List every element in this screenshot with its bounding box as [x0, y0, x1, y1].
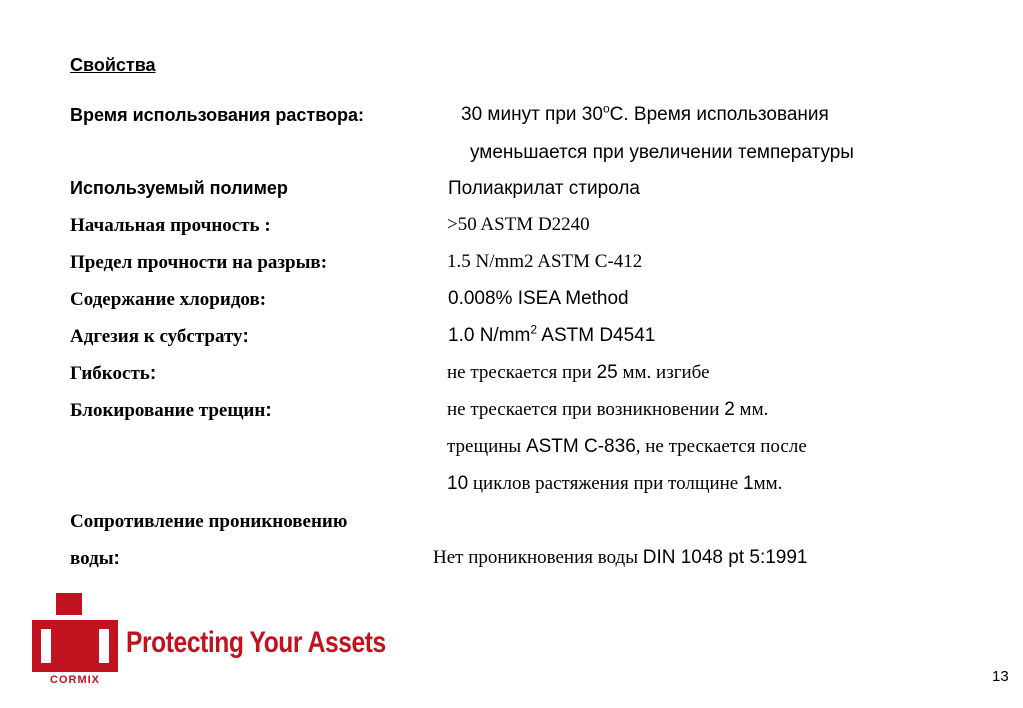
- label-flexibility: Гибкость:: [70, 363, 157, 384]
- value-polymer: Полиакрилат стирола: [448, 178, 640, 199]
- value-pot-life-line2: уменьшается при увеличении температуры: [470, 142, 854, 163]
- value-crack-bridging-line3: 10 циклов растяжения при толщине 1мм.: [447, 473, 783, 494]
- section-title: Свойства: [70, 55, 156, 75]
- label-adhesion: Адгезия к субстрату:: [70, 326, 249, 347]
- label-crack-bridging: Блокирование трещин:: [70, 400, 272, 421]
- value-flexibility: не трескается при 25 мм. изгибе: [447, 362, 710, 383]
- cormix-logo: [32, 593, 118, 685]
- value-chloride: 0.008% ISEA Method: [448, 288, 629, 309]
- label-polymer: Используемый полимер: [70, 178, 288, 198]
- value-water-resistance: Нет проникновения воды DIN 1048 pt 5:1991: [433, 547, 808, 568]
- label-initial-strength: Начальная прочность :: [70, 215, 271, 236]
- value-crack-bridging-line2: трещины ASTM C-836, не трескается после: [447, 436, 807, 457]
- slogan: Protecting Your Assets: [126, 626, 386, 659]
- label-pot-life: Время использования раствора:: [70, 105, 365, 125]
- value-pot-life: 30 минут при 30$^o$C. Время использования: [461, 101, 829, 125]
- label-tensile: Предел прочности на разрыв:: [70, 252, 328, 273]
- logo-text: CORMIX: [50, 674, 100, 685]
- label-water-resistance: Сопротивление проникновению: [70, 511, 348, 532]
- value-initial-strength: >50 ASTM D2240: [447, 214, 590, 235]
- value-adhesion: 1.0 $N/mm^2$ ASTM D4541: [448, 322, 656, 346]
- value-crack-bridging-line1: не трескается при возникновении 2 мм.: [447, 399, 769, 420]
- label-water-resistance-line2: воды:: [70, 548, 120, 569]
- value-tensile: 1.5 N/mm2 ASTM C-412: [447, 251, 643, 272]
- page-number: 13: [992, 668, 1009, 685]
- label-chloride: Содержание хлоридов:: [70, 289, 267, 310]
